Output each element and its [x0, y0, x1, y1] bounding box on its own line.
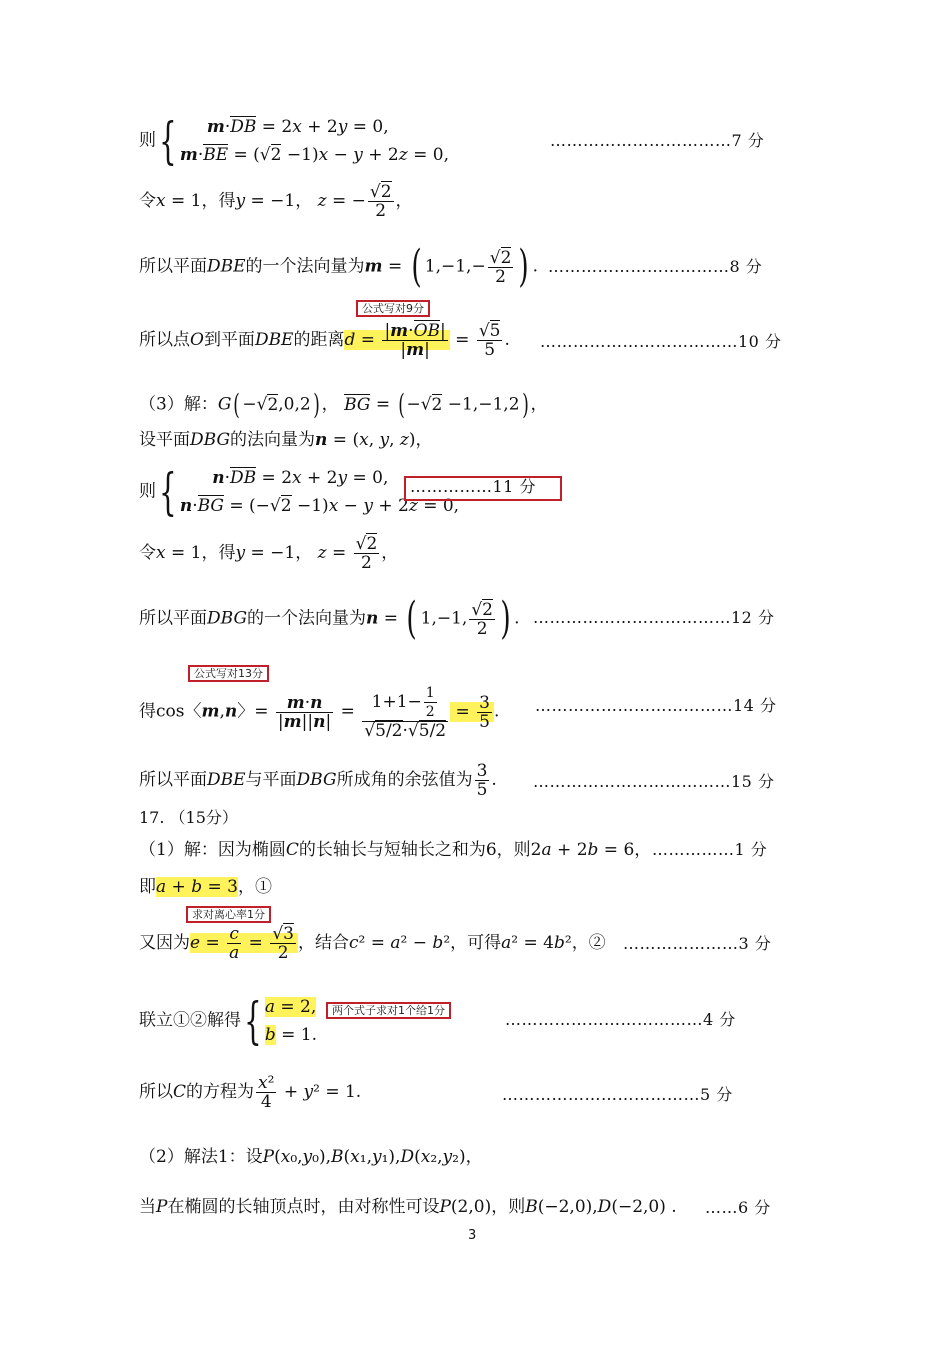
page-number: 3 [468, 1228, 477, 1243]
score-1: ……………1 分 [652, 840, 768, 859]
score-14: ………………………………14 分 [535, 696, 777, 715]
score-10: ………………………………10 分 [540, 332, 782, 351]
score-15: ………………………………15 分 [533, 772, 775, 791]
eccentricity-line: 又因为e = $\frac{c}{a}$ = $\frac{√3}{2}$ ，结合c² = a² − b²，可得a² = 4b²，② [139, 924, 606, 963]
grading-note-eccentricity: 求对离心率1分 [186, 906, 271, 923]
grading-note-two-formulas: 两个式子求对1个给1分 [326, 1002, 451, 1019]
final-cos-line: 所以平面DBE与平面DBG所成角的余弦值为 $\frac{3}{5}$ . [139, 761, 497, 800]
part2-line: （2）解法1：设P(x₀,y₀),B(x₁,y₁),D(x₂,y₂)， [139, 1147, 483, 1167]
part3-line: （3）解：G( −√2,0,2) ， BG = ( −√2 −1,−1,2) ， [139, 388, 548, 421]
score-4: ………………………………4 分 [505, 1010, 736, 1029]
solve-line: 联立①②解得{ a = 2, b = 1. [139, 992, 317, 1050]
score-11: ……………11 分 [410, 477, 536, 496]
score-8: ……………………………8 分 [548, 257, 763, 276]
score-6: ……6 分 [705, 1198, 771, 1217]
grading-note-9: 公式写对9分 [356, 300, 430, 317]
a-plus-b-line: 即a + b = 3，① [139, 877, 272, 897]
score-7: ……………………………7 分 [550, 131, 765, 150]
question-17-heading: 17. （15分） [139, 808, 238, 827]
set-n-line: 设平面DBG的法向量为n = (x, y, z)， [139, 430, 433, 450]
score-3: …………………3 分 [623, 934, 772, 953]
system-m: 则{ m·DB = 2x + 2y = 0, m·BE = (√2 −1)x − y + 2z = 0, [139, 112, 449, 170]
system-n: 则{ n·DB = 2x + 2y = 0, n·BG = (−√2 −1)x − y + 2z = 0, [139, 463, 460, 521]
normal-m-line: 所以平面DBE的一个法向量为m = ( 1,−1,− $\frac{√2}{2}$ ) . [139, 241, 538, 292]
distance-line: 所以点O到平面DBE的距离d = $\frac{|m\cdot OB|}{|m|}$ = $\frac{√5}{5}$ . [139, 321, 510, 360]
part1-line: （1）解：因为椭圆C的长轴长与短轴长之和为6，则2a + 2b = 6， [139, 840, 652, 860]
ellipse-equation-line: 所以C的方程为 $\frac{\text{x²}}{4}$ + y² = 1. [139, 1073, 362, 1112]
normal-n-line: 所以平面DBG的一个法向量为n = ( 1,−1, $\frac{√2}{2}$ ) . [139, 593, 520, 644]
cos-line: 得cos〈m,n〉= $\frac{m\cdot n}{|m||n|}$ = 1+1− $\frac{1}{2}$ √5/2·√5/2 = $\frac{3}{5}$ . [139, 685, 500, 741]
score-5: ………………………………5 分 [502, 1085, 733, 1104]
grading-note-13: 公式写对13分 [188, 665, 269, 682]
let-x-line-1: 令x = 1，得y = −1， z = − $\frac{√2}{2}$ ， [139, 182, 413, 221]
let-x-line-2: 令x = 1，得y = −1， z = $\frac{√2}{2}$ ， [139, 534, 399, 573]
vertex-line: 当P在椭圆的长轴顶点时，由对称性可设P(2,0)，则B(−2,0),D(−2,0) . [139, 1197, 677, 1217]
score-12: ………………………………12 分 [533, 608, 775, 627]
